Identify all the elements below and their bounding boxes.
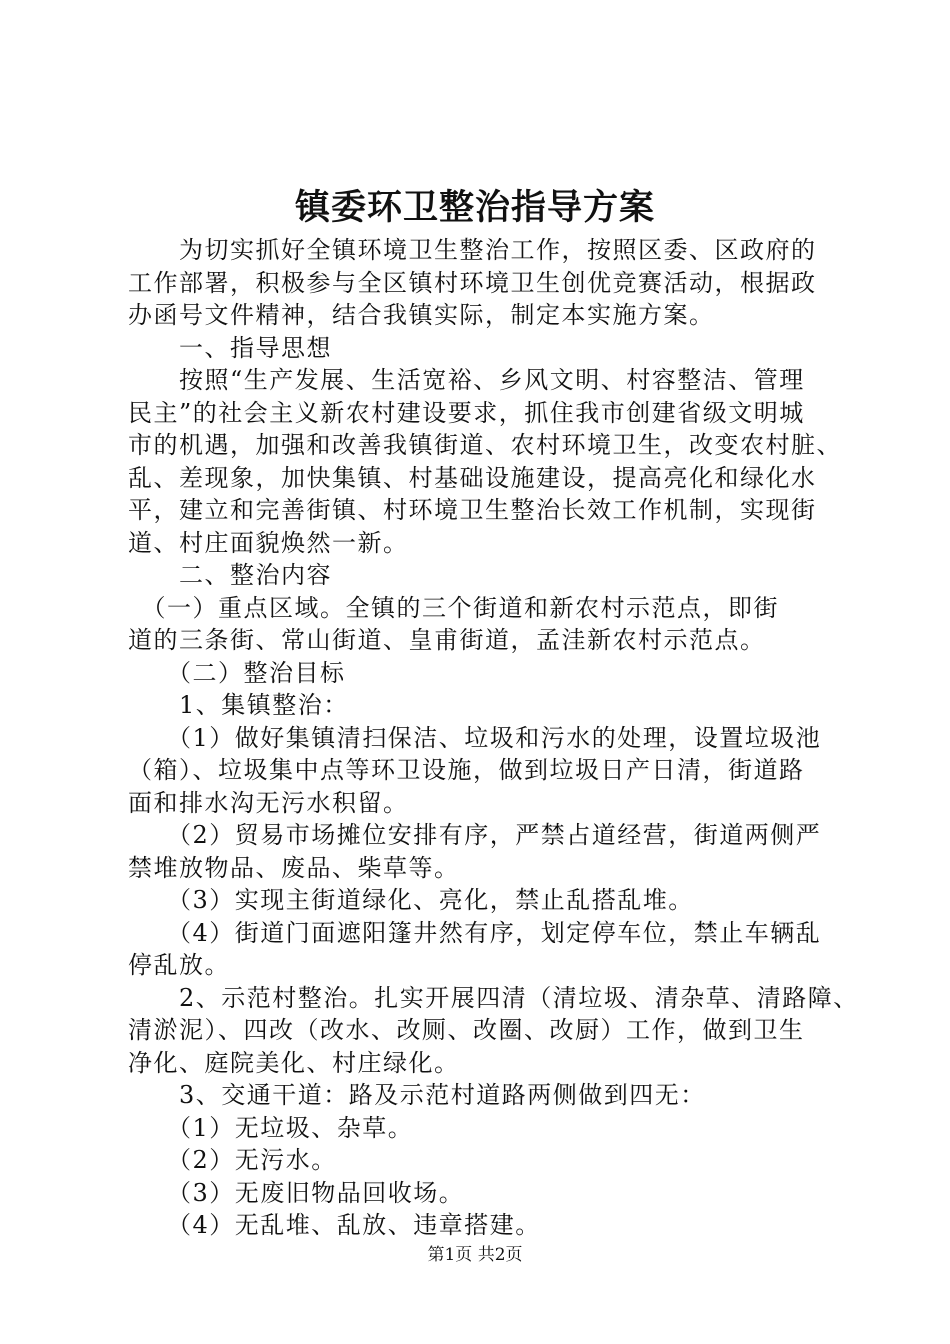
body-line: 平，建立和完善街镇、村环境卫生整治长效工作机制，实现街 — [128, 496, 817, 524]
list-item: （1）做好集镇清扫保洁、垃圾和污水的处理，设置垃圾池 — [128, 723, 822, 752]
body-line: 工作部署，积极参与全区镇村环境卫生创优竞赛活动，根据政 — [128, 268, 817, 297]
body-line: 按照“生产发展、生活宽裕、乡风文明、村容整洁、管理 — [128, 366, 805, 394]
list-item: （2）无污水。 — [128, 1146, 337, 1174]
document-title: 镇委环卫整治指导方案 — [294, 187, 655, 228]
body-line: 禁堆放物品、废品、柴草等。 — [128, 853, 460, 882]
body-line: 道、村庄面貌焕然一新。 — [128, 528, 409, 557]
list-item: 3、交通干道：路及示范村道路两侧做到四无： — [128, 1081, 706, 1109]
body-line: 民主”的社会主义新农村建设要求，抓住我市创建省级文明城 — [128, 398, 805, 427]
body-line: 停乱放。 — [128, 951, 230, 979]
section-heading: 一、指导思想 — [128, 333, 332, 362]
page-footer: 第1页 共2页 — [427, 1245, 523, 1265]
body-line: 面和排水沟无污水积留。 — [128, 788, 409, 817]
document-body — [128, 234, 859, 1242]
list-item: （2）贸易市场摊位安排有序，严禁占道经营，街道两侧严 — [128, 821, 822, 849]
subsection-heading: （二）整治目标 — [128, 658, 346, 687]
list-item: 2、示范村整治。扎实开展四清（清垃圾、清杂草、清路障、 — [128, 983, 859, 1012]
body-line: 净化、庭院美化、村庄绿化。 — [128, 1048, 460, 1077]
body-line: （一）重点区域。全镇的三个街道和新农村示范点，即街 — [128, 593, 779, 622]
body-line: 清淤泥）、四改（改水、改厕、改圈、改厨）工作，做到卫生 — [128, 1016, 805, 1044]
body-line: （箱）、垃圾集中点等环卫设施，做到垃圾日产日清，街道路 — [128, 756, 805, 784]
section-heading: 二、整治内容 — [128, 561, 332, 589]
list-item: （1）无垃圾、杂草。 — [128, 1113, 414, 1142]
list-item: （4）街道门面遮阳篷井然有序，划定停车位，禁止车辆乱 — [128, 918, 822, 947]
body-line: 为切实抓好全镇环境卫生整治工作，按照区委、区政府的 — [128, 236, 817, 264]
body-line: 市的机遇，加强和改善我镇街道、农村环境卫生，改变农村脏、 — [128, 431, 842, 459]
list-item: （3）无废旧物品回收场。 — [128, 1178, 465, 1207]
list-item: （3）实现主街道绿化、亮化，禁止乱搭乱堆。 — [128, 886, 694, 914]
body-line: 办函号文件精神，结合我镇实际，制定本实施方案。 — [128, 301, 715, 329]
body-line: 乱、差现象，加快集镇、村基础设施建设，提高亮化和绿化水 — [128, 463, 817, 492]
list-item: 1、集镇整治： — [128, 691, 349, 719]
list-item: （4）无乱堆、乱放、违章搭建。 — [128, 1211, 541, 1239]
body-line: 道的三条街、常山街道、皇甫街道，孟洼新农村示范点。 — [128, 626, 766, 654]
